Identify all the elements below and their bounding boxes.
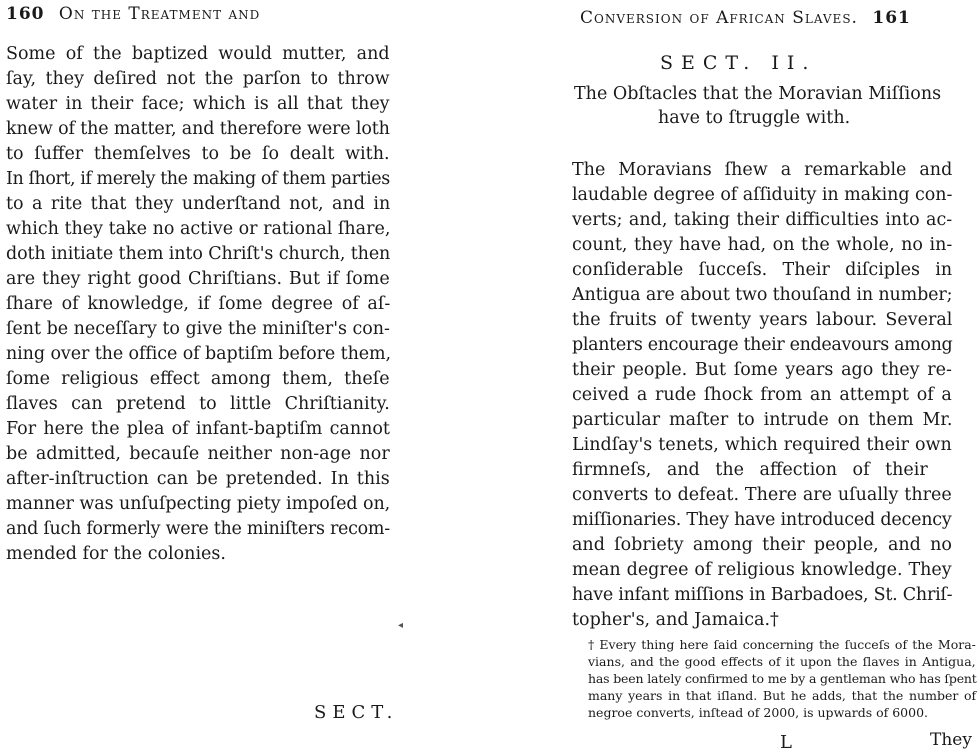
text-line: In ſhort, if merely the making of them parties bbox=[6, 169, 390, 189]
text-line: ning over the office of baptiſm before them, bbox=[6, 344, 391, 364]
text-line: their people. But ſome years ago they re- bbox=[572, 360, 952, 380]
text-line: ſhare of knowledge, if ſome degree of aſ- bbox=[6, 294, 391, 314]
right-catchword: They bbox=[930, 730, 972, 750]
text-line: and ſobriety among their people, and no bbox=[572, 535, 952, 555]
text-line: conſiderable ſucceſs. Their diſciples in bbox=[572, 260, 953, 280]
text-line: verts; and, taking their difficulties into ac- bbox=[572, 210, 953, 230]
text-line: negroe converts, inſtead of 2000, is upwards of 6000. bbox=[588, 705, 928, 720]
text-line: after-inſtruction can be pretended. In this bbox=[6, 469, 390, 489]
text-line: and ſuch formerly were the miniſters recom- bbox=[6, 519, 390, 539]
text-line: Lindſay's tenets, which required their own bbox=[572, 435, 952, 455]
left-page-number: 160 bbox=[6, 4, 45, 24]
text-line: ceived a rude ſhock from an attempt of a bbox=[572, 385, 952, 405]
text-line: vians, and the good effects of it upon the ſlaves in Antigua, bbox=[588, 654, 976, 669]
text-line: knew of the matter, and therefore were loth bbox=[6, 119, 390, 139]
text-line: has been lately confirmed to me by a gentleman who has ſpent bbox=[588, 671, 977, 686]
text-line: particular maſter to intrude on them Mr. bbox=[572, 410, 953, 430]
text-line: be admitted, becauſe neither non-age nor bbox=[6, 444, 390, 464]
text-line: converts to defeat. There are uſually three bbox=[572, 485, 952, 505]
text-line: mean degree of religious knowledge. They bbox=[572, 560, 952, 580]
text-line: water in their face; which is all that they bbox=[6, 94, 390, 114]
print-speck: ◂ bbox=[398, 620, 404, 631]
text-line: miſſionaries. They have introduced decency bbox=[572, 510, 952, 530]
right-page bbox=[490, 0, 980, 752]
text-line: ſlaves can pretend to little Chriſtianity. bbox=[6, 394, 390, 414]
text-line: doth initiate them into Chriſt's church, then bbox=[6, 244, 391, 264]
left-running-header bbox=[6, 4, 260, 24]
text-line: Some of the baptized would mutter, and bbox=[6, 44, 390, 64]
section-subtitle-line-1: The Obſtacles that the Moravian Miſſions bbox=[574, 84, 942, 104]
text-line: to ſuffer themſelves to be ſo dealt with. bbox=[6, 144, 390, 164]
text-line: † Every thing here ſaid concerning the ſucceſs of the Mora- bbox=[588, 637, 976, 652]
text-line: the fruits of twenty years labour. Several bbox=[572, 310, 953, 330]
text-line: For here the plea of infant-baptiſm cannot bbox=[6, 419, 390, 439]
text-line: planters encourage their endeavours among bbox=[572, 335, 953, 355]
left-page bbox=[0, 0, 490, 752]
text-line: are they right good Chriſtians. But if ſome bbox=[6, 269, 390, 289]
text-line: to a rite that they underſtand not, and in bbox=[6, 194, 391, 214]
left-running-title: On the Treatment and bbox=[58, 4, 261, 24]
text-line: which they take no active or rational ſhare, bbox=[6, 219, 391, 239]
text-line: mended for the colonies. bbox=[6, 544, 226, 564]
left-catchword: SECT. bbox=[314, 702, 399, 723]
text-line: topher's, and Jamaica.† bbox=[572, 610, 779, 630]
text-line: The Moravians ſhew a remarkable and bbox=[572, 160, 953, 180]
right-running-header bbox=[580, 8, 911, 28]
text-line: ſent be neceſſary to give the miniſter's con- bbox=[6, 319, 390, 339]
text-line: laudable degree of aſſiduity in making con- bbox=[572, 185, 953, 205]
text-line: manner was unſuſpecting piety impoſed on, bbox=[6, 494, 391, 514]
text-line: many years in that iſland. But he adds, that the number of bbox=[588, 688, 977, 703]
right-page-number: 161 bbox=[872, 8, 911, 28]
text-line: firmneſs, and the affection of their bbox=[572, 460, 928, 480]
signature-mark: L bbox=[780, 732, 792, 753]
section-heading: SECT. II. bbox=[660, 52, 817, 74]
text-line: count, they have had, on the whole, no in- bbox=[572, 235, 953, 255]
text-line: have infant miſſions in Barbadoes, St. Chriſ- bbox=[572, 585, 953, 605]
section-subtitle-line-2: have to ſtruggle with. bbox=[658, 108, 851, 128]
text-line: ſome religious effect among them, theſe bbox=[6, 369, 390, 389]
text-line: Antigua are about two thouſand in number; bbox=[572, 285, 953, 305]
right-running-title: Conversion of African Slaves. bbox=[580, 8, 858, 28]
text-line: ſay, they deſired not the parſon to throw bbox=[6, 69, 390, 89]
